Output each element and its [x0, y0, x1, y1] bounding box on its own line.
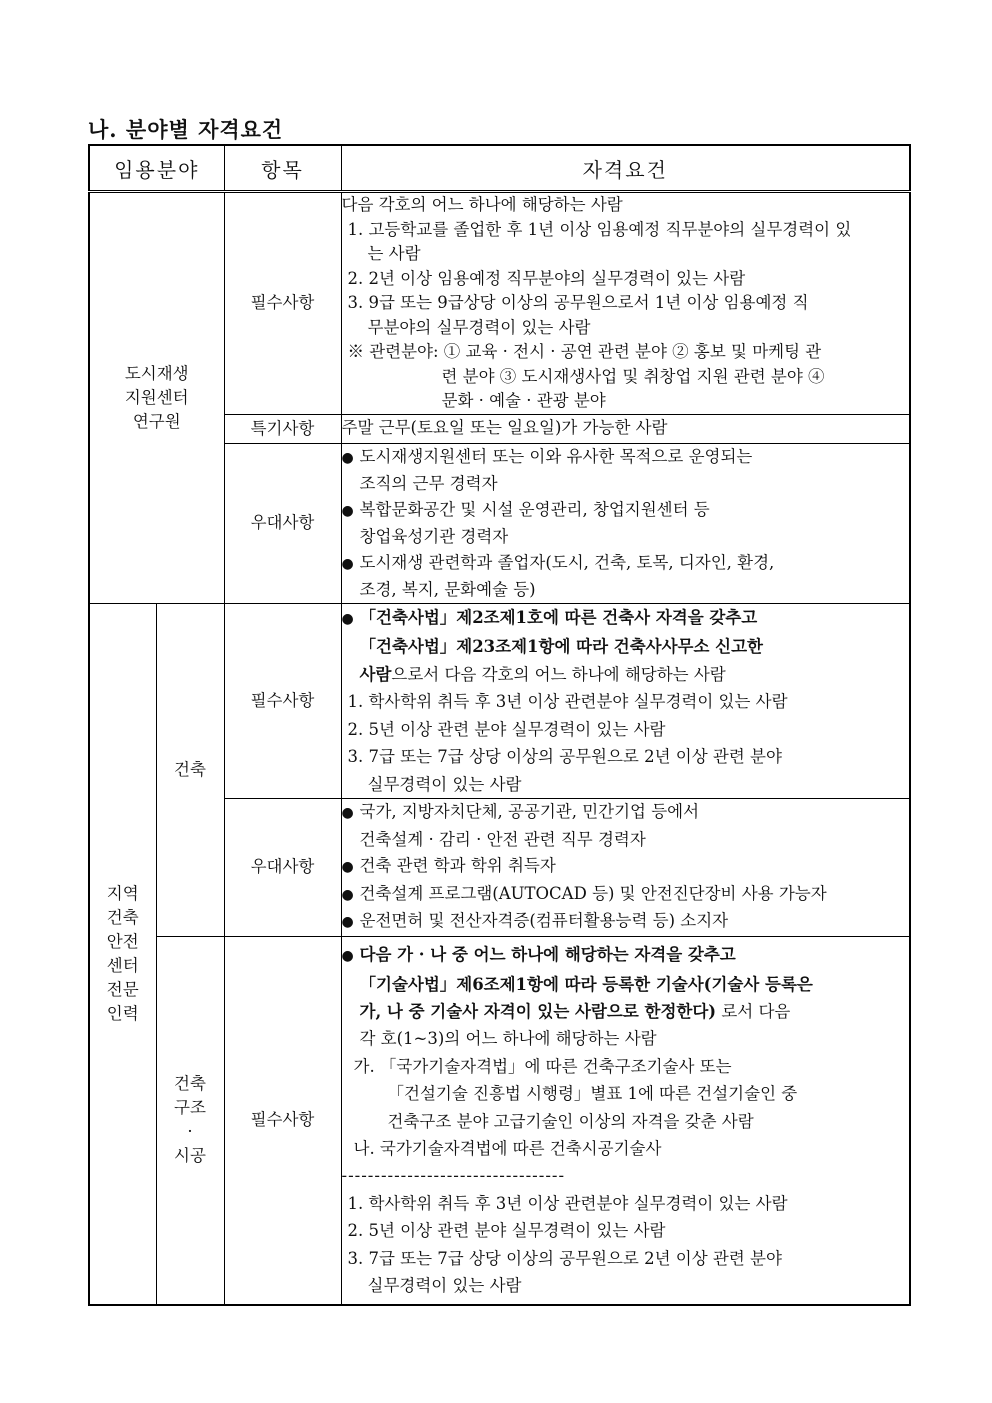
- text-line: 무분야의 실무경력이 있는 사람: [367, 317, 591, 337]
- text-line: 1. 학사학위 취득 후 3년 이상 관련분야 실무경력이 있는 사람: [347, 1193, 788, 1213]
- sub-label-line: ·: [187, 1122, 193, 1142]
- text-line: 1. 고등학교를 졸업한 후 1년 이상 임용예정 직무분야의 실무경력이 있: [347, 219, 852, 239]
- sub-label-line: 건축: [174, 1074, 206, 1094]
- qualification-table: [88, 144, 911, 1306]
- bullet-line: ● 국가, 지방자치단체, 공공기관, 민간기업 등에서: [342, 799, 910, 827]
- bullet-line: ● 「건축사법」제2조제1호에 따른 건축사 자격을 갖추고: [342, 604, 910, 634]
- g1-special-text: 주말 근무(토요일 또는 일요일)가 가능한 사람: [341, 414, 910, 443]
- header-item: 항목: [224, 145, 341, 192]
- bullet-line: ● 도시재생 관련학과 졸업자(도시, 건축, 토목, 디자인, 환경,: [342, 550, 910, 577]
- dashed-divider: ----------------------------------: [341, 1166, 566, 1186]
- text-line: 는 사람: [367, 244, 421, 263]
- text-line: 3. 9급 또는 9급상당 이상의 공무원으로서 1년 이상 임용예정 직: [347, 293, 809, 312]
- header-row: [89, 145, 910, 192]
- bullet-line: ● 운전면허 및 전산자격증(컴퓨터활용능력 등) 소지자: [342, 908, 910, 936]
- g2-arch-required-label: 필수사항: [224, 603, 341, 799]
- g2-field-line: 안전: [106, 931, 139, 951]
- text-line: 「건축사법」제23조제1항에 따라 건축사사무소 신고한: [359, 637, 763, 656]
- g2-field-line: 센터: [106, 955, 139, 975]
- text-line: 1. 학사학위 취득 후 3년 이상 관련분야 실무경력이 있는 사람: [347, 692, 788, 711]
- bold-text: 사람: [359, 664, 392, 684]
- text-line: 실무경력이 있는 사람: [367, 1275, 522, 1295]
- g2-field-cell: [89, 603, 156, 1305]
- text-line: 다음 각호의 어느 하나에 해당하는 사람: [341, 195, 623, 214]
- g1-field-line: 지원센터: [124, 387, 189, 407]
- note-line: ※ 관련분야: ① 교육 · 전시 · 공연 관련 분야 ② 홍보 및 마케팅 관: [347, 342, 822, 361]
- g2-field-line: 전문: [106, 979, 139, 999]
- text-line: 「기술사법」제6조제1항에 따라 등록한 기술사(기술사 등록은: [359, 974, 813, 994]
- g2-arch-preferred-text: [341, 799, 910, 937]
- text-line: 3. 7급 또는 7급 상당 이상의 공무원으로 2년 이상 관련 분야: [347, 1248, 782, 1268]
- bullet-line: ● 도시재생지원센터 또는 이와 유사한 목적으로 운영되는: [342, 444, 910, 471]
- bullet-line: ● 다음 가 · 나 중 어느 하나에 해당하는 자격을 갖추고: [342, 941, 910, 970]
- g1-preferred-label: 우대사항: [224, 443, 341, 603]
- note-line: 련 분야 ③ 도시재생사업 및 취창업 지원 관련 분야 ④: [441, 366, 825, 386]
- text-line: 나. 국가기술자격법에 따른 건축시공기술사: [353, 1138, 662, 1158]
- header-qualification: 자격요건: [341, 145, 910, 192]
- section-title: 나. 분야별 자격요건: [88, 117, 284, 142]
- sub-label-line: 구조: [174, 1098, 206, 1118]
- text-span: 로서 다음: [716, 1001, 791, 1021]
- text-line: 「건설기술 진흥법 시행령」별표 1에 따른 건설기술인 중: [387, 1084, 798, 1104]
- bullet-line: ● 복합문화공간 및 시설 운영관리, 창업지원센터 등: [342, 497, 910, 524]
- bullet-line: ● 건축설계 프로그램(AUTOCAD 등) 및 안전진단장비 사용 가능자: [342, 881, 910, 909]
- text-line: 조경, 복지, 문화예술 등): [359, 579, 536, 599]
- g2-field-line: 건축: [106, 907, 139, 927]
- text-line: 건축구조 분야 고급기술인 이상의 자격을 갖춘 사람: [387, 1111, 754, 1131]
- text-line: 가. 「국가기술자격법」에 따른 건축구조기술사 또는: [353, 1056, 732, 1076]
- text-line: 각 호(1~3)의 어느 하나에 해당하는 사람: [359, 1029, 657, 1049]
- text-line: 2. 5년 이상 관련 분야 실무경력이 있는 사람: [347, 719, 666, 739]
- header-field: 임용분야: [89, 145, 224, 192]
- sub-label-line: 시공: [174, 1146, 206, 1166]
- g2-struct-required-text: [341, 936, 910, 1305]
- text-line: 2. 2년 이상 임용예정 직무분야의 실무경력이 있는 사람: [347, 268, 746, 288]
- g1-required-text: [341, 192, 910, 415]
- note-line: 문화 · 예술 · 관광 분야: [441, 391, 606, 410]
- g1-field-line: 연구원: [132, 411, 181, 431]
- text-line: 3. 7급 또는 7급 상당 이상의 공무원으로 2년 이상 관련 분야: [347, 747, 782, 766]
- g1-required-row: [89, 192, 910, 415]
- g1-special-label: 특기사항: [224, 414, 341, 443]
- text-line: 2. 5년 이상 관련 분야 실무경력이 있는 사람: [347, 1221, 666, 1241]
- g1-field-cell: [89, 192, 224, 604]
- g1-required-label: 필수사항: [224, 192, 341, 415]
- g2-struct-required-label: 필수사항: [224, 936, 341, 1305]
- text-line: 조직의 근무 경력자: [359, 473, 498, 493]
- g2-struct-sub-label: [156, 936, 224, 1305]
- g2-arch-required-row: [89, 603, 910, 799]
- bullet-line: ● 건축 관련 학과 학위 취득자: [342, 853, 910, 881]
- g2-arch-preferred-label: 우대사항: [224, 799, 341, 937]
- text-span: 으로서 다음 각호의 어느 하나에 해당하는 사람: [391, 664, 726, 684]
- g1-preferred-text: [341, 443, 910, 603]
- text-line: 창업육성기관 경력자: [359, 526, 509, 546]
- bold-text: 가, 나 중 기술사 자격이 있는 사람으로 한정한다): [359, 1001, 717, 1021]
- text-line: 건축설계 · 감리 · 안전 관련 직무 경력자: [359, 829, 646, 849]
- g2-arch-sub-label: 건축: [156, 603, 224, 936]
- g2-arch-required-text: [341, 603, 910, 799]
- text-line: 실무경력이 있는 사람: [367, 774, 522, 794]
- g1-field-line: 도시재생: [124, 363, 189, 383]
- g2-struct-required-row: [89, 936, 910, 1305]
- g2-field-line: 인력: [106, 1003, 139, 1023]
- g2-field-line: 지역: [106, 883, 139, 903]
